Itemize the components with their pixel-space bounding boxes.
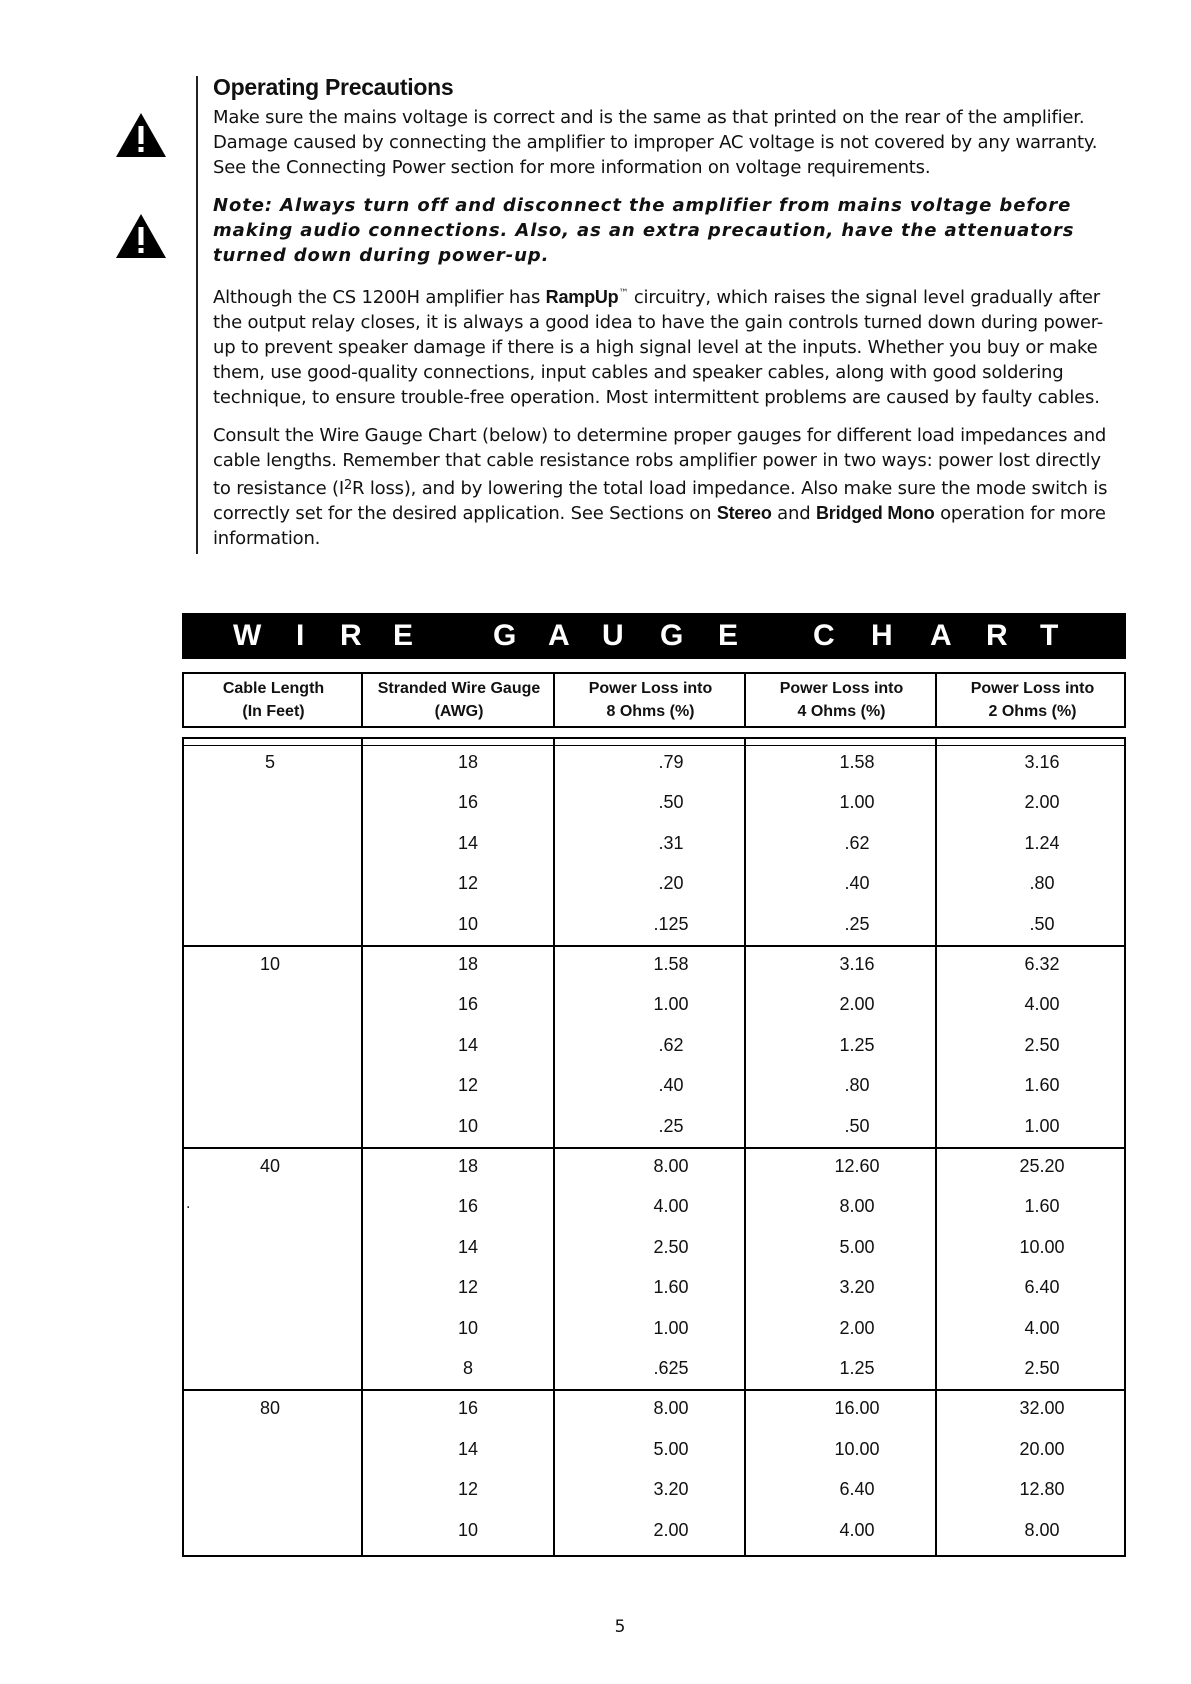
power-loss-cell: .50 [658,792,684,813]
cable-length-cell: 80 [259,1398,281,1419]
power-loss-cell: 1.60 [653,1277,689,1298]
power-loss-cell: .40 [844,873,870,894]
cable-length-cell: 5 [264,752,275,772]
wire-gauge-cell: 12 [457,1479,479,1500]
squared-mark: 2 [343,478,353,493]
power-loss-cell: 1.60 [1024,1196,1060,1217]
warning-icon [115,213,167,259]
column-header-line: Power Loss into [779,680,904,697]
gauge-text-b: R loss), and by lowering the total load impedance. Also make sure the mode switch is correctly set for the desired application. See Sections on [213,478,1108,524]
chart-title-letter: U [602,619,624,652]
power-loss-cell: .20 [658,873,684,894]
rampup-text-a: Although the CS 1200H amplifier has [213,287,546,308]
trademark-mark: ™ [618,288,629,299]
stereo-term: Stereo [716,503,772,523]
wire-gauge-cell: 8 [462,1358,473,1378]
chart-title-letter: C [813,619,835,652]
power-loss-cell: 6.40 [1024,1277,1060,1298]
power-loss-cell: 2.50 [653,1236,689,1257]
wire-gauge-cell: 14 [457,1438,479,1459]
power-loss-cell: 12.60 [834,1156,880,1176]
power-loss-cell: 4.00 [1024,994,1060,1015]
chart-title-letter: A [930,619,952,652]
group-divider [184,1389,1124,1391]
column-header-line: 2 Ohms (%) [988,703,1077,720]
chart-title-letter: G [493,619,517,652]
wire-gauge-cell: 10 [457,1519,479,1540]
power-loss-cell: .31 [658,832,684,853]
wire-gauge-cell: 18 [457,752,479,772]
power-loss-cell: 8.00 [653,1156,689,1176]
chart-header-row [182,672,1126,728]
power-loss-cell: 1.00 [1024,1115,1060,1136]
power-loss-cell: .25 [658,1115,684,1136]
power-loss-cell: .80 [844,1075,870,1096]
power-loss-cell: 3.20 [839,1277,875,1298]
wire-gauge-cell: 16 [457,792,479,813]
power-loss-cell: 1.24 [1024,832,1060,853]
chart-title-letter: A [548,619,570,652]
note-paragraph: Note: Always turn off and disconnect the amplifier from mains voltage before making audio connections. Also, as an extra precaution, have the attenuators turned down during power-up. [213,195,1075,266]
power-loss-cell: .62 [844,832,870,853]
power-loss-cell: .50 [1029,913,1055,934]
chart-title-letter: I [296,619,305,652]
power-loss-cell: 32.00 [1019,1398,1065,1419]
power-loss-cell: .25 [844,913,870,934]
power-loss-cell: 1.60 [1024,1075,1060,1096]
column-header [363,674,555,726]
power-loss-cell: 3.16 [1024,752,1060,772]
power-loss-cell: 6.40 [839,1479,875,1500]
wire-gauge-paragraph [213,423,1113,551]
power-loss-cell: .62 [658,1034,684,1055]
page-number: 5 [614,1617,626,1637]
power-loss-cell: 8.00 [653,1398,689,1419]
column-header [937,674,1128,726]
power-loss-cell: 1.58 [653,954,689,974]
power-loss-cell: 2.00 [1024,792,1060,813]
power-loss-cell: 1.00 [653,994,689,1015]
wire-gauge-cell: 16 [457,994,479,1015]
chart-title-letter: R [986,619,1008,652]
wire-gauge-cell: 14 [457,1236,479,1257]
power-loss-cell: 8.00 [839,1196,875,1217]
power-loss-cell: 5.00 [839,1236,875,1257]
top-rule [184,745,1124,746]
wire-gauge-cell: 12 [457,1075,479,1096]
power-loss-cell: 10.00 [1019,1236,1065,1257]
wire-gauge-cell: 10 [457,1115,479,1136]
group-divider [184,945,1124,947]
power-loss-cell: 1.00 [653,1317,689,1338]
column-header [184,674,363,726]
wire-gauge-cell: 18 [457,954,479,974]
wire-gauge-cell: 10 [457,1317,479,1338]
power-loss-cell: 8.00 [1024,1519,1060,1540]
power-loss-cell: 16.00 [834,1398,880,1419]
power-loss-cell: .40 [658,1075,684,1096]
chart-title-letter: H [871,619,893,652]
chart-body [182,737,1126,1557]
power-loss-cell: 2.50 [1024,1034,1060,1055]
power-loss-cell: 1.00 [839,792,875,813]
column-header-line: 4 Ohms (%) [797,703,886,720]
wire-gauge-chart-title [182,613,1126,659]
power-loss-cell: 3.20 [653,1479,689,1500]
group-divider [184,1147,1124,1149]
cable-length-cell: 10 [259,954,281,974]
power-loss-cell: 1.25 [839,1358,875,1378]
rampup-term: RampUp [545,287,619,307]
chart-title-letter: E [393,619,414,652]
gauge-text-c: operation for more information. [213,503,1106,549]
chart-title-letter: E [718,619,739,652]
wire-gauge-cell: 18 [457,1156,479,1176]
power-loss-cell: 6.32 [1024,954,1060,974]
warning-icon [115,112,167,158]
stray-mark: . [186,1196,191,1212]
column-header-line: (In Feet) [242,703,305,720]
power-loss-cell: .625 [653,1358,689,1378]
chart-title-letter: T [1040,619,1059,652]
gauge-text-a: Consult the Wire Gauge Chart (below) to determine proper gauges for different load impedances and cable lengths. Remember that cable resistance robs amplifier power in two ways: power lost directly to resistance (I [213,425,1107,499]
power-loss-cell: 25.20 [1019,1156,1065,1176]
voltage-paragraph: Make sure the mains voltage is correct and is the same as that printed on the rear of the amplifier. Damage caused by connecting the amplifier to improper AC voltage is not covered by any warranty. See the Connecting Power section for more information on voltage requirements. [213,107,1098,178]
power-loss-cell: 3.16 [839,954,875,974]
power-loss-cell: .80 [1029,873,1055,894]
column-header-line: Power Loss into [588,680,713,697]
chart-title-letter: W [233,619,262,652]
power-loss-cell: 2.00 [839,1317,875,1338]
wire-gauge-cell: 14 [457,832,479,853]
wire-gauge-cell: 14 [457,1034,479,1055]
power-loss-cell: 2.50 [1024,1358,1060,1378]
wire-gauge-cell: 16 [457,1196,479,1217]
power-loss-cell: 12.80 [1019,1479,1065,1500]
section-margin-rule [196,76,198,554]
column-header-line: Power Loss into [970,680,1095,697]
wire-gauge-cell: 16 [457,1398,479,1419]
power-loss-cell: 1.25 [839,1034,875,1055]
wire-gauge-cell: 12 [457,873,479,894]
column-header [746,674,937,726]
power-loss-cell: 4.00 [653,1196,689,1217]
power-loss-cell: .125 [653,913,689,934]
wire-gauge-cell: 10 [457,913,479,934]
cable-length-cell: 40 [259,1156,281,1176]
rampup-paragraph [213,281,1113,410]
power-loss-cell: 10.00 [834,1438,880,1459]
bridged-mono-term: Bridged Mono [815,503,935,523]
column-header [555,674,746,726]
power-loss-cell: 4.00 [1024,1317,1060,1338]
wire-gauge-cell: 12 [457,1277,479,1298]
section-heading: Operating Precautions [213,74,454,100]
chart-title-letter: R [340,619,362,652]
power-loss-cell: 4.00 [839,1519,875,1540]
power-loss-cell: 5.00 [653,1438,689,1459]
power-loss-cell: 2.00 [839,994,875,1015]
column-header-line: 8 Ohms (%) [606,703,695,720]
column-header-line: (AWG) [434,703,484,720]
operating-precautions-section [213,74,1113,564]
power-loss-cell: .50 [844,1115,870,1136]
power-loss-cell: .79 [658,752,684,772]
power-loss-cell: 1.58 [839,752,875,772]
gauge-text-and: and [771,503,816,524]
column-header-line: Stranded Wire Gauge [377,680,541,697]
column-header-line: Cable Length [222,680,325,697]
power-loss-cell: 20.00 [1019,1438,1065,1459]
power-loss-cell: 2.00 [653,1519,689,1540]
chart-title-letter: G [660,619,684,652]
rampup-text-b: circuitry, which raises the signal level gradually after the output relay closes, it is always a good idea to have the gain controls turned down during power-up to prevent speaker damage if there is a high signal level at the inputs. Whether you buy or make them, use good-quality connections, input cables and speaker cables, along with good soldering technique, to ensure trouble-free operation. Most intermittent problems are caused by faulty cables. [213,287,1104,408]
